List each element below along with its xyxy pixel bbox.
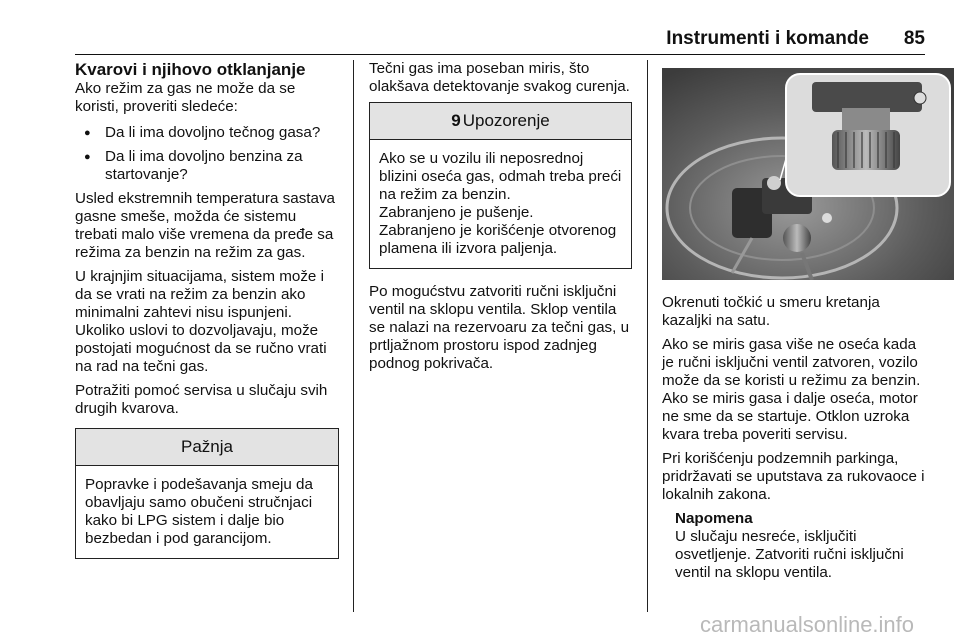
column-1: [75, 60, 339, 559]
paragraph: Po mogućstvu zatvoriti ručni isključni ventil na sklopu ventila. Sklop ventila se nalazi na rezervoaru za tečni gas, u prtljažnom prostoru ispod zadnjeg podnog pokrivača.: [369, 283, 630, 372]
section-title: Kvarovi i njihovo otklanjanje: [75, 60, 306, 79]
check-list: [75, 124, 339, 184]
paragraph: U krajnjim situacijama, sistem može i da se vrati na režim za benzin ako minimalni zahtevi nisu ispunjeni. Ukoliko uslovi to dozvoljavaju, može postojati mogućnost da se ručno vrati na rad na tečni gas.: [75, 268, 327, 375]
column-divider: [353, 60, 354, 612]
paragraph: Usled ekstremnih temperatura sastava gasne smeše, možda će sistemu trebati malo više vremena da pređe sa režima za benzin na režim za gas.: [75, 190, 335, 261]
warning-line: Ako se u vozilu ili neposrednoj blizini oseća gas, odmah treba preći na režim za benzin.: [379, 150, 622, 203]
page-number: 85: [903, 28, 925, 49]
warning-icon: 9: [451, 111, 461, 130]
note-block: [662, 510, 926, 582]
notice-box: [75, 428, 339, 559]
paragraph: Okrenuti točkić u smeru kretanja kazaljki na satu.: [662, 294, 880, 329]
lpg-valve-photo: [662, 68, 954, 280]
list-item: ● Da li ima dovoljno benzina za startovanje?: [75, 148, 339, 184]
warning-box: [369, 102, 632, 269]
warning-title: Upozorenje: [462, 111, 550, 130]
paragraph: Tečni gas ima poseban miris, što olakšava detektovanje svakog curenja.: [369, 60, 630, 95]
warning-line: Zabranjeno je korišćenje otvorenog plamena ili izvora paljenja.: [379, 222, 617, 257]
note-title: Napomena: [675, 510, 753, 527]
paragraph: Potražiti pomoć servisa u slučaju svih drugih kvarova.: [75, 382, 328, 417]
chapter-title: Instrumenti i komande: [666, 28, 869, 49]
warning-header: [370, 103, 631, 140]
note-text: U slučaju nesreće, isključiti osvetljenje. Zatvoriti ručni isključni ventil na sklopu ventila.: [675, 528, 904, 581]
warning-body: [370, 140, 631, 268]
intro-paragraph: Ako režim za gas ne može da se koristi, proveriti sledeće:: [75, 80, 296, 115]
column-3: [662, 60, 926, 582]
notice-text: Popravke i podešavanja smeju da obavljaju samo obučeni stručnjaci kako bi LPG sistem i dalje bio bezbedan i pod garancijom.: [85, 476, 313, 547]
warning-line: Zabranjeno je pušenje.: [379, 204, 534, 221]
watermark-text: carmanualsonline.info: [700, 612, 915, 637]
list-item: ● Da li ima dovoljno tečnog gasa?: [75, 124, 339, 142]
notice-title: Pažnja: [76, 429, 338, 466]
column-divider: [647, 60, 648, 612]
paragraph: Pri korišćenju podzemnih parkinga, pridržavati se uputstava za rukovaoce i lokalnih zakona.: [662, 450, 925, 503]
paragraph: Ako se miris gasa više ne oseća kada je ručni isključni ventil zatvoren, vozilo može da se koristi u režimu za benzin. Ako se miris gasa i dalje oseća, motor ne sme da se startuje. Otklon uzroka kvara treba poveriti servisu.: [662, 336, 921, 443]
column-2: [369, 60, 632, 373]
page-header: [75, 28, 925, 55]
